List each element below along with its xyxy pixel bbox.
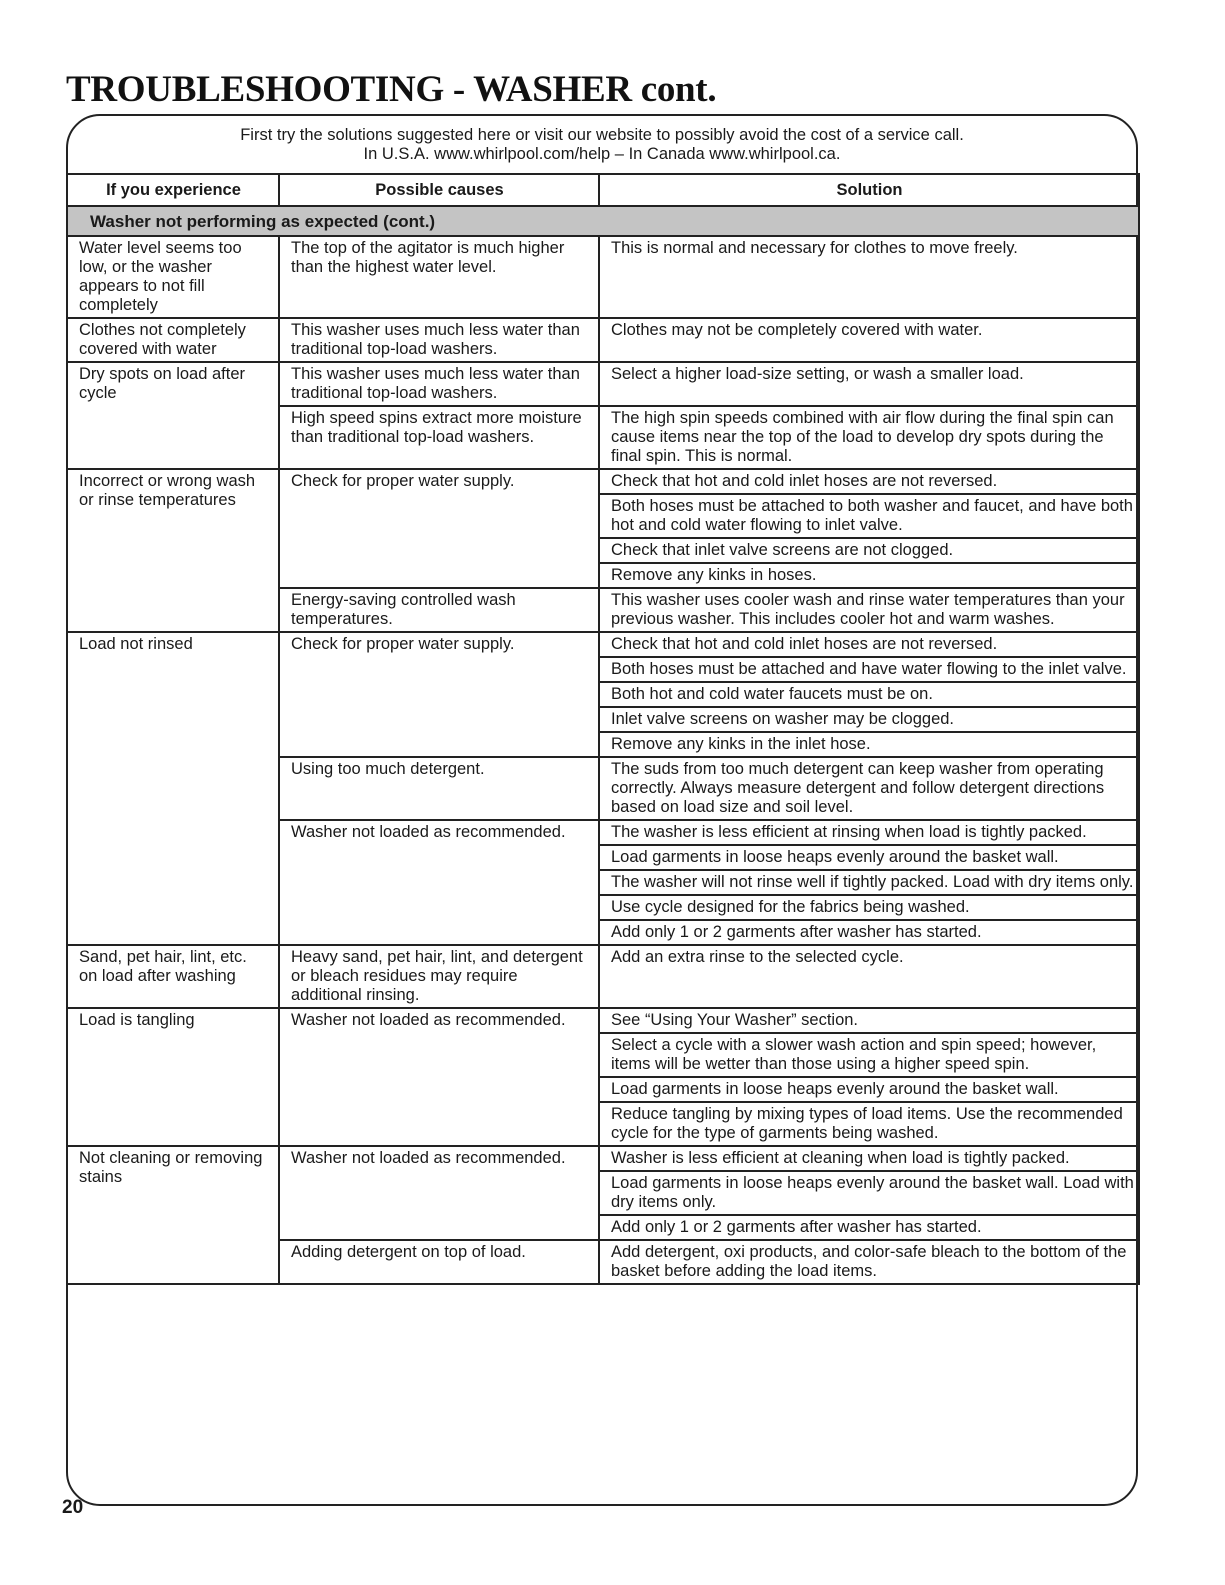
solution-cell: This is normal and necessary for clothes to move freely.	[599, 236, 1139, 318]
page-number: 20	[62, 1497, 84, 1518]
problem-cell: Clothes not completely covered with water	[67, 318, 279, 362]
troubleshooting-table	[66, 173, 1138, 1285]
table-header-row	[67, 174, 1139, 206]
solution-cell: Load garments in loose heaps evenly around the basket wall. Load with dry items only.	[599, 1171, 1139, 1215]
solution-cell: Clothes may not be completely covered with water.	[599, 318, 1139, 362]
solution-cell: Select a cycle with a slower wash action and spin speed; however, items will be wetter than those using a higher speed spin.	[599, 1033, 1139, 1077]
solution-cell: Both hoses must be attached and have water flowing to the inlet valve.	[599, 657, 1139, 682]
solution-cell: Both hoses must be attached to both washer and faucet, and have both hot and cold water flowing to inlet valve.	[599, 494, 1139, 538]
solution-cell: Inlet valve screens on washer may be clogged.	[599, 707, 1139, 732]
solution-cell: Add only 1 or 2 garments after washer has started.	[599, 1215, 1139, 1240]
solution-cell: Load garments in loose heaps evenly around the basket wall.	[599, 845, 1139, 870]
solution-cell: The washer is less efficient at rinsing when load is tightly packed.	[599, 820, 1139, 845]
table-row	[67, 1146, 1139, 1171]
table-row	[67, 632, 1139, 657]
problem-cell: Incorrect or wrong wash or rinse temperatures	[67, 469, 279, 632]
solution-cell: Add only 1 or 2 garments after washer has started.	[599, 920, 1139, 945]
solution-cell: Select a higher load-size setting, or wash a smaller load.	[599, 362, 1139, 406]
solution-cell: The high spin speeds combined with air flow during the final spin can cause items near the top of the load to develop dry spots during the final spin. This is normal.	[599, 406, 1139, 469]
solution-cell: The suds from too much detergent can keep washer from operating correctly. Always measure detergent and follow detergent directions based on load size and soil level.	[599, 757, 1139, 820]
table-row	[67, 1008, 1139, 1033]
solution-cell: Load garments in loose heaps evenly around the basket wall.	[599, 1077, 1139, 1102]
page-title: TROUBLESHOOTING - WASHER cont.	[66, 69, 717, 110]
cause-cell: Washer not loaded as recommended.	[279, 1146, 599, 1240]
intro-text	[68, 126, 1136, 164]
table-row	[67, 362, 1139, 406]
cause-cell: Using too much detergent.	[279, 757, 599, 820]
solution-cell: This washer uses cooler wash and rinse water temperatures than your previous washer. This includes cooler hot and warm washes.	[599, 588, 1139, 632]
problem-cell: Sand, pet hair, lint, etc. on load after washing	[67, 945, 279, 1008]
cause-cell: Check for proper water supply.	[279, 469, 599, 588]
section-title: Washer not performing as expected (cont.)	[67, 206, 1139, 236]
solution-cell: Reduce tangling by mixing types of load items. Use the recommended cycle for the type of garments being washed.	[599, 1102, 1139, 1146]
table-body	[67, 206, 1139, 1284]
solution-cell: See “Using Your Washer” section.	[599, 1008, 1139, 1033]
table-row	[67, 318, 1139, 362]
solution-cell: Check that hot and cold inlet hoses are not reversed.	[599, 469, 1139, 494]
problem-cell: Dry spots on load after cycle	[67, 362, 279, 469]
cause-cell: High speed spins extract more moisture than traditional top-load washers.	[279, 406, 599, 469]
cause-cell: This washer uses much less water than traditional top-load washers.	[279, 362, 599, 406]
table-row	[67, 236, 1139, 318]
cause-cell: This washer uses much less water than traditional top-load washers.	[279, 318, 599, 362]
cause-cell: Washer not loaded as recommended.	[279, 820, 599, 945]
solution-cell: Use cycle designed for the fabrics being washed.	[599, 895, 1139, 920]
table-row	[67, 945, 1139, 1008]
solution-cell: Remove any kinks in hoses.	[599, 563, 1139, 588]
cause-cell: The top of the agitator is much higher than the highest water level.	[279, 236, 599, 318]
problem-cell: Load not rinsed	[67, 632, 279, 945]
solution-cell: Remove any kinks in the inlet hose.	[599, 732, 1139, 757]
cause-cell: Adding detergent on top of load.	[279, 1240, 599, 1284]
solution-cell: The washer will not rinse well if tightly packed. Load with dry items only.	[599, 870, 1139, 895]
cause-cell: Heavy sand, pet hair, lint, and detergent or bleach residues may require additional rinsing.	[279, 945, 599, 1008]
intro-line-1: First try the solutions suggested here or visit our website to possibly avoid the cost of a service call.	[240, 126, 964, 144]
intro-line-2: In U.S.A. www.whirlpool.com/help – In Canada www.whirlpool.ca.	[363, 145, 841, 163]
solution-cell: Washer is less efficient at cleaning when load is tightly packed.	[599, 1146, 1139, 1171]
cause-cell: Energy-saving controlled wash temperatures.	[279, 588, 599, 632]
header-causes: Possible causes	[279, 174, 599, 206]
table-row	[67, 469, 1139, 494]
cause-cell: Check for proper water supply.	[279, 632, 599, 757]
header-problem: If you experience	[67, 174, 279, 206]
cause-cell: Washer not loaded as recommended.	[279, 1008, 599, 1146]
header-solution: Solution	[599, 174, 1139, 206]
section-band	[67, 206, 1139, 236]
solution-cell: Add detergent, oxi products, and color-safe bleach to the bottom of the basket before adding the load items.	[599, 1240, 1139, 1284]
problem-cell: Not cleaning or removing stains	[67, 1146, 279, 1284]
solution-cell: Check that inlet valve screens are not clogged.	[599, 538, 1139, 563]
solution-cell: Add an extra rinse to the selected cycle.	[599, 945, 1139, 1008]
solution-cell: Check that hot and cold inlet hoses are not reversed.	[599, 632, 1139, 657]
problem-cell: Water level seems too low, or the washer appears to not fill completely	[67, 236, 279, 318]
solution-cell: Both hot and cold water faucets must be on.	[599, 682, 1139, 707]
problem-cell: Load is tangling	[67, 1008, 279, 1146]
